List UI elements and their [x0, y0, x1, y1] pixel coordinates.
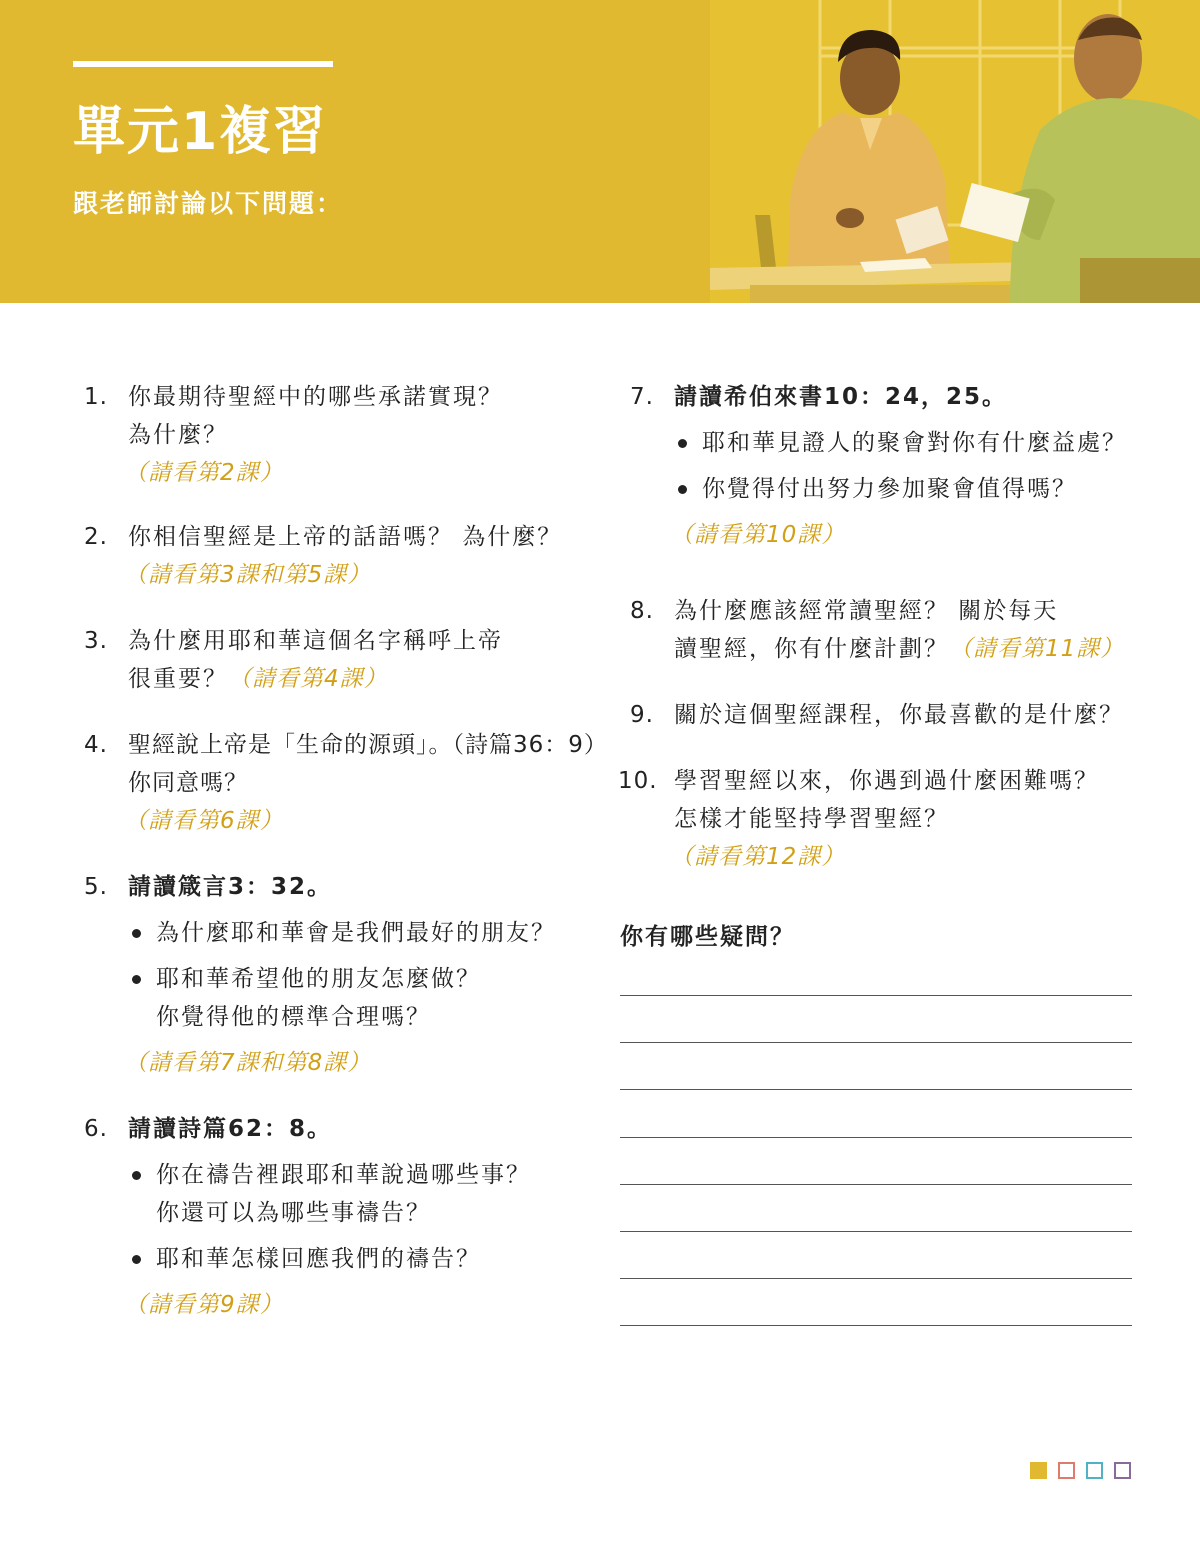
question-item	[84, 378, 604, 492]
bullet-list	[674, 424, 1138, 508]
question-text: 你最期待聖經中的哪些承諾實現？ 為什麼？	[128, 384, 503, 448]
page-title: 單元1複習	[73, 102, 328, 162]
question-item	[84, 726, 608, 840]
question-item	[618, 762, 1138, 876]
lesson-reference: （請看第3課和第5課）	[124, 562, 372, 588]
lesson-reference: （請看第4課）	[228, 666, 388, 692]
question-item	[618, 592, 1138, 668]
question-number: 10.	[618, 768, 658, 794]
writing-line	[620, 995, 1132, 996]
writing-line	[620, 1137, 1132, 1138]
lesson-reference: （請看第7課和第8課）	[124, 1050, 372, 1076]
question-text: 聖經說上帝是「生命的源頭」。（詩篇36：9） 你同意嗎？	[128, 732, 608, 796]
square-filled-icon	[1030, 1462, 1047, 1479]
your-questions-heading: 你有哪些疑問？	[620, 924, 795, 950]
writing-line	[620, 1231, 1132, 1232]
writing-line	[620, 1089, 1132, 1090]
reading-title: 請讀希伯來書10：24，25。	[674, 384, 1008, 410]
bullet-item: 耶和華見證人的聚會對你有什麼益處？	[674, 424, 1138, 462]
lesson-reference: （請看第6課）	[124, 808, 284, 834]
page-subtitle: 跟老師討論以下問題：	[73, 189, 344, 218]
question-item	[84, 622, 604, 698]
question-text: 為什麼應該經常讀聖經？ 關於每天 讀聖經，你有什麼計劃？（請看第11課）	[674, 598, 1125, 662]
bullet-list	[128, 914, 604, 1036]
bullet-item: 你在禱告裡跟耶和華說過哪些事？ 你還可以為哪些事禱告？	[128, 1156, 604, 1232]
square-outline-icon	[1086, 1462, 1103, 1479]
question-number: 3.	[84, 628, 108, 654]
header-banner	[0, 0, 1200, 303]
bullet-item: 耶和華怎樣回應我們的禱告？	[128, 1240, 604, 1278]
square-outline-icon	[1058, 1462, 1075, 1479]
square-outline-icon	[1114, 1462, 1131, 1479]
bible-study-illustration	[710, 0, 1200, 303]
question-number: 1.	[84, 384, 108, 410]
writing-line	[620, 1325, 1132, 1326]
writing-line	[620, 1042, 1132, 1043]
question-number: 5.	[84, 874, 108, 900]
question-item	[84, 1110, 604, 1324]
lesson-reference: （請看第11課）	[949, 636, 1125, 662]
question-item	[84, 518, 604, 594]
question-item	[618, 378, 1138, 554]
reading-title: 請讀詩篇62：8。	[128, 1116, 333, 1142]
writing-line	[620, 1184, 1132, 1185]
bullet-item: 你覺得付出努力參加聚會值得嗎？	[674, 470, 1138, 508]
question-number: 6.	[84, 1116, 108, 1142]
header-rule	[73, 61, 333, 67]
question-number: 7.	[630, 384, 654, 410]
writing-line	[620, 1278, 1132, 1279]
question-text: 關於這個聖經課程，你最喜歡的是什麼？	[674, 702, 1124, 728]
questions-right-column	[618, 378, 1138, 902]
question-number: 4.	[84, 732, 108, 758]
bullet-item: 為什麼耶和華會是我們最好的朋友？	[128, 914, 604, 952]
lesson-reference: （請看第10課）	[670, 522, 846, 548]
question-number: 2.	[84, 524, 108, 550]
lesson-reference: （請看第12課）	[670, 844, 846, 870]
reading-title: 請讀箴言3：32。	[128, 874, 333, 900]
questions-left-column	[84, 378, 608, 1350]
lesson-reference: （請看第2課）	[124, 460, 284, 486]
question-text: 為什麼用耶和華這個名字稱呼上帝 很重要？（請看第4課）	[128, 628, 503, 692]
bullet-list	[128, 1156, 604, 1278]
lesson-reference: （請看第9課）	[124, 1292, 284, 1318]
question-text: 你相信聖經是上帝的話語嗎？ 為什麼？	[128, 524, 563, 550]
question-text: 學習聖經以來，你遇到過什麼困難嗎？ 怎樣才能堅持學習聖經？	[674, 768, 1099, 832]
bullet-item: 耶和華希望他的朋友怎麼做？ 你覺得他的標準合理嗎？	[128, 960, 604, 1036]
question-number: 9.	[630, 702, 654, 728]
question-item	[618, 696, 1138, 734]
question-item	[84, 868, 604, 1082]
question-number: 8.	[630, 598, 654, 624]
